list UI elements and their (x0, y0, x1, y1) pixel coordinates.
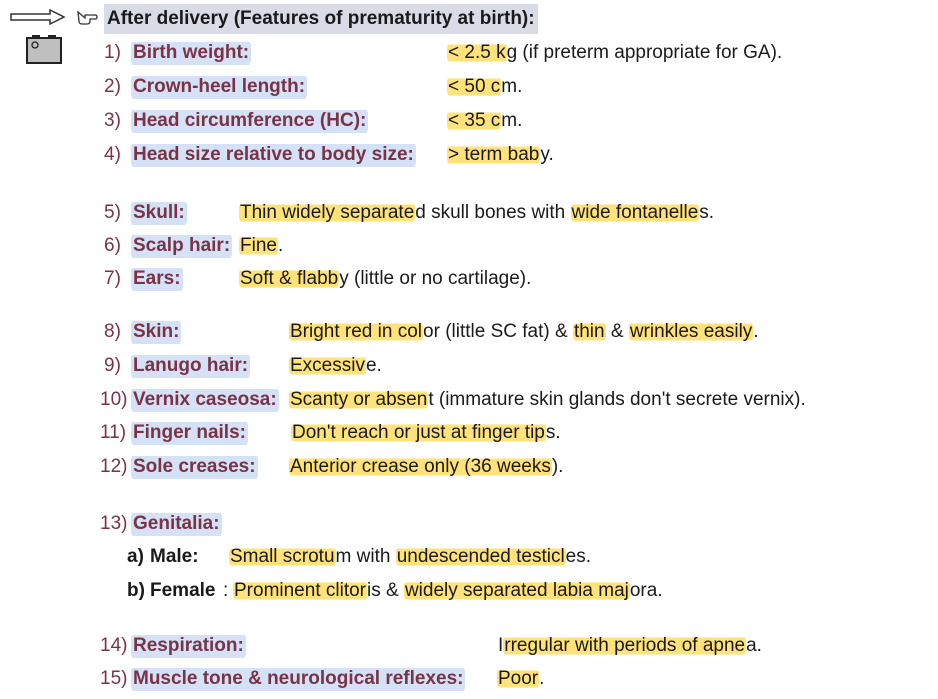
item-value: Soft & flabby (little or no cartilage). (240, 268, 532, 289)
item-number: 10) (100, 389, 128, 410)
item-label: Scalp hair: (131, 231, 232, 261)
sub-item-letter: a) (127, 546, 144, 567)
item-number: 5) (104, 202, 121, 223)
toolbox-icon (26, 34, 62, 64)
sub-item-colon: : (223, 580, 229, 601)
item-number: 14) (100, 635, 128, 656)
item-value: Fine. (240, 235, 284, 256)
item-number: 9) (104, 355, 121, 376)
item-value: Poor. (498, 668, 545, 689)
right-arrow-icon (10, 9, 66, 25)
sub-item-value: Small scrotum with undescended testicles. (230, 546, 592, 567)
pointing-hand-icon (76, 9, 98, 27)
item-label: Respiration: (131, 631, 246, 661)
item-label: Finger nails: (131, 418, 248, 448)
item-number: 1) (104, 42, 121, 63)
item-label: Skull: (131, 198, 187, 228)
item-value: < 35 cm. (448, 110, 523, 131)
item-number: 11) (100, 422, 127, 443)
item-number: 4) (104, 144, 121, 165)
item-value: Anterior crease only (36 weeks). (290, 456, 564, 477)
item-label: Birth weight: (131, 38, 251, 68)
item-number: 8) (104, 321, 121, 342)
item-number: 15) (100, 668, 128, 689)
sub-item-letter: b) (127, 580, 145, 601)
sub-item-value: Prominent clitoris & widely separated labia majora. (234, 580, 663, 601)
item-label: Lanugo hair: (131, 351, 250, 381)
item-value: Bright red in color (little SC fat) & thin & wrinkles easily. (290, 321, 759, 342)
item-number: 6) (104, 235, 121, 256)
item-value: Irregular with periods of apnea. (498, 635, 762, 656)
section-heading: After delivery (Features of prematurity at birth): (104, 4, 538, 34)
item-label: Ears: (131, 264, 183, 294)
item-label: Sole creases: (131, 452, 258, 482)
item-label: Head circumference (HC): (131, 106, 368, 136)
sub-item-label: Male: (150, 546, 199, 567)
item-number: 12) (100, 456, 128, 477)
item-value: > term baby. (448, 144, 554, 165)
item-label: Crown-heel length: (131, 72, 307, 102)
item-number: 2) (104, 76, 121, 97)
item-value: Thin widely separated skull bones with wide fontanelles. (240, 202, 715, 223)
item-value: Scanty or absent (immature skin glands don't secrete vernix). (290, 389, 806, 410)
item-label: Muscle tone & neurological reflexes: (131, 664, 465, 694)
item-number: 7) (104, 268, 121, 289)
item-label: Vernix caseosa: (131, 385, 279, 415)
item-number: 3) (104, 110, 121, 131)
item-value: < 50 cm. (448, 76, 523, 97)
item-number: 13) (100, 513, 128, 534)
sub-item-label: Female (150, 580, 216, 601)
item-label: Genitalia: (131, 509, 222, 539)
item-value: Don't reach or just at finger tips. (292, 422, 561, 443)
item-label: Head size relative to body size: (131, 140, 416, 170)
item-value: < 2.5 kg (if preterm appropriate for GA). (448, 42, 783, 63)
item-label: Skin: (131, 317, 181, 347)
item-value: Excessive. (290, 355, 382, 376)
